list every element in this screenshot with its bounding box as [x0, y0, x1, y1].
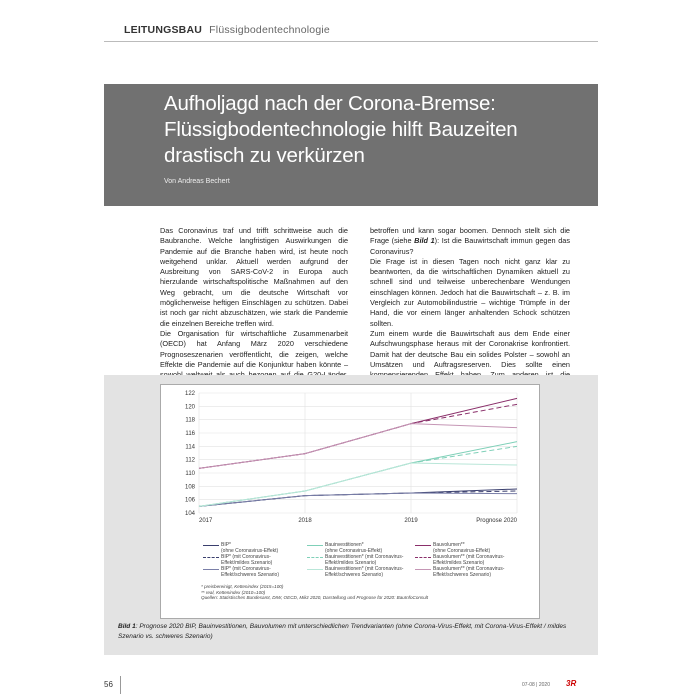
article-title: Aufholjagd nach der Corona-Bremse: Flüssigbodentechnologie hilft Bauzeiten drastisch zu verkürzen [164, 92, 518, 167]
legend-swatch [415, 545, 431, 546]
legend-label: Bauvolumen** (mit Coronavirus- Effekt/mildes Szenario) [433, 554, 505, 566]
legend-swatch [307, 569, 323, 570]
figure-reference: Bild 1 [414, 236, 435, 246]
y-tick-label: 118 [185, 417, 195, 424]
y-tick-label: 112 [185, 457, 195, 464]
body-column-right [370, 226, 570, 391]
legend-swatch [415, 557, 431, 558]
figure [104, 375, 598, 655]
article-author: Von Andreas Bechert [164, 178, 230, 185]
caption-text: : Prognose 2020 BIP, Bauinvestitionen, Bauvolumen mit unterschiedlichen Trendvarianten (ohne Corona-Virus-Effekt, mit Corona-Virus-Effekt / mildes Szenario vs. schweres Szenario) [118, 623, 567, 640]
section-header [124, 24, 330, 36]
paragraph: Das Coronavirus traf und trifft schrittweise auch die Baubranche. Welche langfristigen Auswirkungen die Pandemie auf die Branche haben wird, ist heute noch weitgehend unklar. Aktuell werden aufgrund der Ausbreitung von SARS-CoV-2 in Europa auch hierzulande wirtschaftspolitische Maßnahmen auf den Weg gebracht, um die deutsche Wirtschaft vor möglicherweise heftigen Einschlägen zu schützen. Dabei ist noch gar nicht abzuschätzen, wie stark die Pandemie die einzelnen Bereiche treffen wird. [160, 226, 348, 328]
series-line [199, 404, 517, 468]
header-rule [104, 41, 598, 42]
y-tick-label: 104 [184, 511, 195, 517]
chart-notes [201, 584, 531, 601]
y-tick-label: 116 [185, 431, 195, 437]
footer-divider [120, 676, 121, 694]
legend-label: Bauvolumen** (ohne Coronavirus-Effekt) [433, 542, 491, 554]
legend-label: BIP* (mit Coronavirus- Effekt/mildes Szenario) [221, 554, 273, 566]
legend-swatch [203, 557, 219, 558]
x-tick-label: Prognose 2020 [476, 518, 517, 524]
section-topic: Flüssigbodentechnologie [209, 24, 330, 36]
paragraph: Die Organisation für wirtschaftliche Zusammenarbeit (OECD) hat Anfang März 2020 verschiedene Prognoseszenarien veröffentlicht, die zeigen, welche Effekte die Pandemie auf die Konjunktur haben könnte – [160, 328, 348, 369]
legend-swatch [307, 545, 323, 546]
legend-label: Bauinvestitionen* (mit Coronavirus- Effekt/mildes Szenario) [325, 554, 404, 566]
y-tick-label: 106 [184, 497, 195, 504]
legend-label: Bauvolumen** (mit Coronavirus- Effekt/schweres Szenario) [433, 566, 505, 578]
chart-panel [160, 384, 540, 619]
y-tick-label: 110 [185, 471, 195, 477]
series-line [199, 424, 517, 469]
issue-label: 07-08 | 2020 [522, 682, 550, 688]
paragraph: Die Frage ist in diesen Tagen noch nicht ganz klar zu beantworten, da die wirtschaftlichen Dynamiken aktuell zu schnell sind und teilweise unberechenbare Wendungen einschlagen können. Jedoch hat die Bauwirtschaft – z. B. im Vergleich zur Automobilindustrie – wichtige Trümpfe in der Hand, die vor einem länger anhaltenden Schock schützen sollten. [370, 256, 570, 328]
figure-caption [118, 622, 588, 641]
x-tick-label: 2018 [298, 518, 312, 524]
paragraph: betroffen und kann sogar boomen. Dennoch stellt sich die Frage (siehe Bild 1): Ist die Bauwirtschaft immun gegen das Coronavirus? [370, 226, 570, 256]
series-line [199, 489, 517, 506]
x-tick-label: 2019 [404, 518, 418, 524]
series-line [199, 442, 517, 507]
section-kicker: LEITUNGSBAU [124, 24, 203, 36]
chart-note: Quellen: Statistisches Bundesamt, DIW, OECD, Mikz 2020, Darstellung und Prognose für 2020: BauInfoConsult [201, 595, 429, 601]
y-tick-label: 122 [184, 391, 195, 397]
legend-label: BIP* (ohne Coronavirus-Effekt) [221, 542, 279, 554]
y-tick-label: 108 [184, 484, 195, 491]
y-tick-label: 114 [185, 444, 195, 451]
legend-label: Bauinvestitionen* (mit Coronavirus- Effekt/schweres Szenario) [325, 566, 404, 578]
body-column-left [160, 226, 348, 391]
series-line [199, 398, 517, 468]
paragraph: Zum einem wurde die Bauwirtschaft aus dem Ende einer Aufschwungsphase heraus mit der Coronakrise konfrontiert. Damit hat der deutsche Bau ein solides Polster – sowohl an Umsätzen und Auftragsreserven. Dies sollte einen [370, 328, 570, 369]
journal-logo: 3R [566, 679, 577, 688]
chart-note: * preisbereinigt, Kettenindex (2015=100) [201, 584, 284, 589]
legend-label: BIP* (mit Coronavirus- Effekt/schweres Szenario) [221, 566, 279, 578]
y-tick-label: 120 [184, 404, 195, 411]
x-tick-label: 2017 [199, 518, 213, 524]
caption-label: Bild 1 [118, 623, 136, 630]
page-number: 56 [104, 680, 113, 689]
legend-swatch [203, 569, 219, 570]
series-line [199, 446, 517, 506]
chart-note: ** real, Kettenindex (2010=100) [201, 589, 266, 595]
legend-label: Bauinvestitionen* (ohne Coronavirus-Effekt) [325, 542, 383, 554]
line-chart [161, 385, 541, 545]
legend-swatch [415, 569, 431, 570]
legend-swatch [203, 545, 219, 546]
title-banner [104, 84, 598, 206]
legend-swatch [307, 557, 323, 558]
